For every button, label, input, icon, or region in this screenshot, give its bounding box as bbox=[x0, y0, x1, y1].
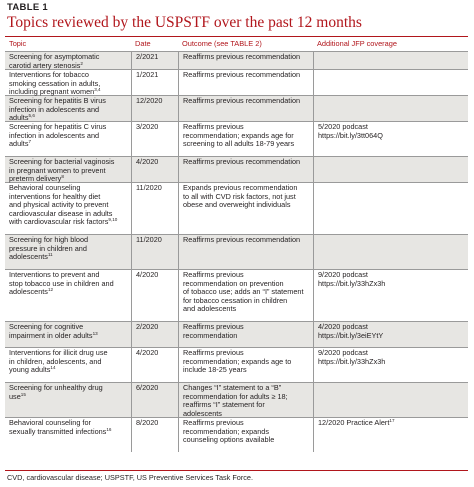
reference-superscript: 15 bbox=[20, 391, 26, 397]
outcome-cell-text: Reaffirms previous bbox=[183, 122, 244, 131]
outcome-cell bbox=[178, 348, 313, 382]
topic-cell-text: and physical activity to prevent bbox=[9, 200, 109, 210]
outcome-cell-text: recommendation; expands age to bbox=[183, 356, 292, 366]
topic-cell-line bbox=[9, 288, 128, 297]
date-cell: 11/2020 bbox=[131, 235, 178, 269]
coverage-cell-line bbox=[318, 332, 465, 341]
topic-cell-text: Behavioral counseling for bbox=[9, 418, 91, 427]
topic-cell-text: including pregnant women bbox=[9, 87, 95, 97]
outcome-cell bbox=[178, 122, 313, 156]
topic-cell bbox=[5, 52, 131, 69]
outcome-cell-line bbox=[183, 332, 310, 341]
outcome-cell-text: adolescents bbox=[183, 408, 222, 418]
topic-cell-text: adults bbox=[9, 139, 29, 149]
date-cell: 4/2020 bbox=[131, 348, 178, 382]
topic-cell-text: in pregnant women to prevent bbox=[9, 165, 106, 175]
bottom-rule bbox=[5, 470, 468, 471]
outcome-cell-text: Reaffirms previous recommendation bbox=[183, 96, 301, 105]
reference-superscript: 16 bbox=[106, 426, 112, 432]
topic-cell bbox=[5, 96, 131, 121]
outcome-cell-text: Reaffirms previous recommendation bbox=[183, 52, 301, 61]
topic-cell bbox=[5, 70, 131, 95]
date-cell: 4/2020 bbox=[131, 157, 178, 182]
outcome-cell bbox=[178, 418, 313, 452]
coverage-cell bbox=[313, 157, 468, 182]
coverage-cell-text: 12/2020 Practice Alert bbox=[318, 418, 390, 427]
outcome-cell-line bbox=[183, 236, 310, 245]
table-row bbox=[5, 156, 468, 182]
coverage-cell bbox=[313, 348, 468, 382]
coverage-cell-text: 5/2020 podcast bbox=[318, 122, 368, 131]
topic-cell-line bbox=[9, 62, 128, 71]
outcome-cell-line bbox=[183, 201, 310, 210]
topic-cell-line bbox=[9, 384, 128, 393]
outcome-cell bbox=[178, 270, 313, 321]
coverage-cell-line bbox=[318, 280, 465, 289]
topic-cell-text: Behavioral counseling bbox=[9, 183, 81, 192]
topic-cell-text: adults bbox=[9, 113, 29, 123]
header-coverage: Additional JFP coverage bbox=[317, 39, 397, 48]
topic-cell-text: preterm delivery bbox=[9, 174, 62, 184]
outcome-cell bbox=[178, 70, 313, 95]
table-row bbox=[5, 234, 468, 269]
date-cell: 2/2020 bbox=[131, 322, 178, 347]
outcome-cell-text: Reaffirms previous recommendation bbox=[183, 70, 301, 79]
date-cell: 2/2021 bbox=[131, 52, 178, 69]
topic-cell-text: adolescents bbox=[9, 287, 48, 297]
outcome-cell bbox=[178, 52, 313, 69]
outcome-cell-text: obese and overweight individuals bbox=[183, 200, 291, 210]
date-cell: 12/2020 bbox=[131, 96, 178, 121]
table-row bbox=[5, 347, 468, 382]
table-footnote: CVD, cardiovascular disease; USPSTF, US Preventive Services Task Force. bbox=[7, 473, 254, 482]
outcome-cell-text: Reaffirms previous bbox=[183, 270, 244, 279]
outcome-cell-text: Changes “I” statement to a “B” bbox=[183, 383, 282, 392]
reference-superscript: 2 bbox=[80, 60, 83, 66]
outcome-cell bbox=[178, 183, 313, 234]
topic-cell-text: carotid artery stenosis bbox=[9, 60, 81, 70]
coverage-cell-text: https://bit.ly/33hZx3h bbox=[318, 278, 386, 288]
outcome-cell-line bbox=[183, 97, 310, 106]
topic-cell bbox=[5, 383, 131, 417]
outcome-cell-text: Expands previous recommendation bbox=[183, 183, 298, 192]
coverage-cell bbox=[313, 96, 468, 121]
outcome-cell-text: recommendation on prevention bbox=[183, 278, 284, 288]
outcome-cell bbox=[178, 383, 313, 417]
table-row bbox=[5, 95, 468, 121]
outcome-cell-text: of tobacco use; adds an “I” statement bbox=[183, 287, 304, 297]
coverage-cell bbox=[313, 418, 468, 452]
coverage-cell-text: https://bit.ly/33hZx3h bbox=[318, 356, 386, 366]
coverage-cell bbox=[313, 70, 468, 95]
coverage-cell-line bbox=[318, 132, 465, 141]
topic-cell-text: Screening for hepatitis C virus bbox=[9, 122, 107, 131]
table-body bbox=[5, 51, 468, 452]
topic-cell-text: smoking cessation in adults, bbox=[9, 78, 101, 88]
date-cell: 3/2020 bbox=[131, 122, 178, 156]
table-row bbox=[5, 121, 468, 156]
topic-cell-text: infection in adolescents and bbox=[9, 104, 100, 114]
date-cell: 4/2020 bbox=[131, 270, 178, 321]
date-cell: 8/2020 bbox=[131, 418, 178, 452]
topic-cell-text: in children, adolescents, and bbox=[9, 356, 102, 366]
topic-cell-line bbox=[9, 218, 128, 227]
outcome-cell-text: recommendation; expands age for bbox=[183, 130, 294, 140]
header-outcome: Outcome (see TABLE 2) bbox=[182, 39, 262, 48]
outcome-cell-text: to all with CVD risk factors, not just bbox=[183, 191, 296, 201]
reference-superscript: 5,6 bbox=[28, 113, 35, 119]
outcome-cell-text: recommendation bbox=[183, 330, 238, 340]
header-topic: Topic bbox=[9, 39, 27, 48]
date-cell: 1/2021 bbox=[131, 70, 178, 95]
coverage-cell bbox=[313, 122, 468, 156]
topic-cell-text: use bbox=[9, 391, 21, 401]
topic-cell-line bbox=[9, 332, 128, 341]
reference-superscript: 17 bbox=[389, 418, 395, 423]
topic-cell-text: with cardiovascular risk factors bbox=[9, 217, 109, 227]
outcome-cell-text: counseling options available bbox=[183, 435, 275, 445]
outcome-cell-line bbox=[183, 366, 310, 375]
coverage-cell-text: 9/2020 podcast bbox=[318, 270, 368, 279]
table-row bbox=[5, 417, 468, 452]
topic-cell-text: Interventions for tobacco bbox=[9, 70, 89, 79]
topic-cell-text: adolescents bbox=[9, 252, 48, 262]
topic-cell-text: Screening for unhealthy drug bbox=[9, 383, 103, 392]
topic-cell bbox=[5, 322, 131, 347]
topic-cell-text: Screening for cognitive bbox=[9, 322, 84, 331]
coverage-cell-line bbox=[318, 419, 465, 428]
table-header bbox=[5, 38, 468, 50]
table-row bbox=[5, 182, 468, 234]
outcome-cell-line bbox=[183, 436, 310, 445]
outcome-cell-text: recommendation; expands bbox=[183, 426, 269, 436]
outcome-cell bbox=[178, 157, 313, 182]
coverage-cell bbox=[313, 383, 468, 417]
topic-cell bbox=[5, 122, 131, 156]
topic-cell bbox=[5, 270, 131, 321]
topic-cell-text: cardiovascular disease in adults bbox=[9, 208, 113, 218]
table-label: TABLE 1 bbox=[7, 2, 48, 13]
topic-cell-text: Screening for bacterial vaginosis bbox=[9, 157, 115, 166]
reference-superscript: 13 bbox=[92, 330, 98, 336]
table-title: Topics reviewed by the USPSTF over the past 12 months bbox=[7, 14, 362, 31]
outcome-cell-text: include 18-25 years bbox=[183, 365, 247, 375]
outcome-cell bbox=[178, 96, 313, 121]
topic-cell-text: Screening for high blood bbox=[9, 235, 89, 244]
topic-cell bbox=[5, 157, 131, 182]
topic-cell-line bbox=[9, 393, 128, 402]
coverage-cell bbox=[313, 235, 468, 269]
topic-cell-text: sexually transmitted infections bbox=[9, 426, 107, 436]
coverage-cell-text: 4/2020 podcast bbox=[318, 322, 368, 331]
outcome-cell-text: reaffirms “I” statement for bbox=[183, 400, 265, 410]
outcome-cell-text: recommendation for adults ≥ 18; bbox=[183, 391, 288, 401]
coverage-cell-text: https://bit.ly/3tt064Q bbox=[318, 130, 383, 140]
topic-cell-text: Screening for asymptomatic bbox=[9, 52, 100, 61]
topic-cell bbox=[5, 183, 131, 234]
topic-cell bbox=[5, 235, 131, 269]
topic-cell-line bbox=[9, 253, 128, 262]
outcome-cell-text: Reaffirms previous bbox=[183, 322, 244, 331]
topic-cell-line bbox=[9, 140, 128, 149]
coverage-cell-line bbox=[318, 358, 465, 367]
date-cell: 6/2020 bbox=[131, 383, 178, 417]
header-date: Date bbox=[135, 39, 151, 48]
reference-superscript: 12 bbox=[47, 287, 54, 293]
topic-cell-text: infection in adolescents and bbox=[9, 130, 100, 140]
coverage-cell-text: https://bit.ly/3eiEYtY bbox=[318, 330, 384, 340]
reference-superscript: 8 bbox=[61, 174, 64, 180]
coverage-cell bbox=[313, 52, 468, 69]
outcome-cell-line bbox=[183, 71, 310, 80]
topic-cell bbox=[5, 348, 131, 382]
reference-superscript: 7 bbox=[28, 139, 32, 145]
outcome-cell-text: and adolescents bbox=[183, 304, 237, 314]
topic-cell-text: Interventions for illicit drug use bbox=[9, 348, 108, 357]
topic-cell-text: stop tobacco use in children and bbox=[9, 278, 114, 288]
table-row bbox=[5, 69, 468, 95]
reference-superscript: 9,10 bbox=[108, 217, 118, 223]
outcome-cell-text: Reaffirms previous bbox=[183, 418, 244, 427]
outcome-cell-text: screening to all adults 18-79 years bbox=[183, 139, 295, 149]
coverage-cell bbox=[313, 322, 468, 347]
table-row bbox=[5, 382, 468, 417]
topic-cell-text: interventions for healthy diet bbox=[9, 191, 101, 201]
outcome-cell-text: Reaffirms previous bbox=[183, 348, 244, 357]
outcome-cell bbox=[178, 235, 313, 269]
coverage-cell-text: 9/2020 podcast bbox=[318, 348, 368, 357]
topic-cell bbox=[5, 418, 131, 452]
topic-cell-line bbox=[9, 366, 128, 375]
topic-cell-text: Screening for hepatitis B virus bbox=[9, 96, 106, 105]
topic-cell-line bbox=[9, 428, 128, 437]
coverage-cell bbox=[313, 270, 468, 321]
outcome-cell-line bbox=[183, 305, 310, 314]
outcome-cell-text: Reaffirms previous recommendation bbox=[183, 235, 301, 244]
topic-cell-text: young adults bbox=[9, 365, 51, 375]
outcome-cell-line bbox=[183, 140, 310, 149]
outcome-cell-line bbox=[183, 158, 310, 167]
reference-superscript: 3,4 bbox=[94, 87, 101, 93]
topic-cell-text: Interventions to prevent and bbox=[9, 270, 100, 279]
topic-cell-text: impairment in older adults bbox=[9, 330, 93, 340]
table-row bbox=[5, 51, 468, 69]
table-row bbox=[5, 269, 468, 321]
outcome-cell-text: for tobacco cessation in children bbox=[183, 295, 288, 305]
table-row bbox=[5, 321, 468, 347]
date-cell: 11/2020 bbox=[131, 183, 178, 234]
outcome-cell-line bbox=[183, 53, 310, 62]
reference-superscript: 14 bbox=[50, 365, 56, 371]
outcome-cell bbox=[178, 322, 313, 347]
reference-superscript: 11 bbox=[47, 252, 53, 258]
topic-cell-text: pressure in children and bbox=[9, 243, 87, 253]
outcome-cell-text: Reaffirms previous recommendation bbox=[183, 157, 301, 166]
coverage-cell bbox=[313, 183, 468, 234]
